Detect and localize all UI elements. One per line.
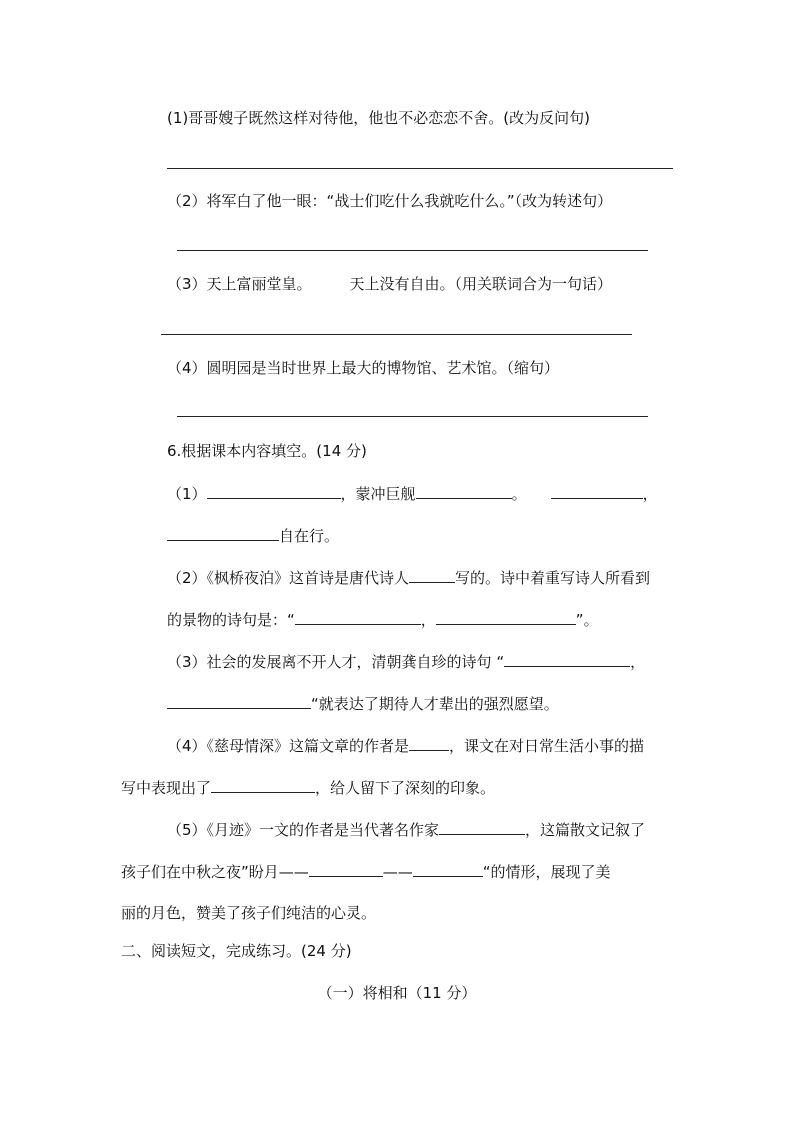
- q6-item-1-text-e: 自在行。: [279, 527, 340, 545]
- answer-line-3[interactable]: [161, 334, 632, 335]
- q5-item-3-part-a: （3）天上富丽堂皇。: [167, 275, 312, 293]
- q6-item-4-line-1: [167, 735, 644, 756]
- fill-blank-5a[interactable]: [439, 819, 525, 835]
- q6-item-1-text-b: ，蒙冲巨舰: [340, 485, 416, 503]
- q6-item-5-text-a: （5）《月迹》一文的作者是当代著名作家: [167, 821, 440, 839]
- q6-item-2-line-1: [167, 567, 650, 588]
- reading-passage-title: （一）将相和（11 分）: [317, 984, 477, 1002]
- fill-blank-2a[interactable]: [409, 567, 455, 583]
- q6-item-3-text-a: （3）社会的发展离不开人才，清朝龚自珍的诗句 “: [167, 653, 505, 671]
- q6-item-1-text-c: 。: [511, 485, 527, 503]
- q6-item-4-text-a: （4）《慈母情深》这篇文章的作者是: [167, 737, 410, 755]
- q6-item-3-text-b: ，: [630, 653, 646, 671]
- fill-blank-3a[interactable]: [504, 651, 630, 667]
- answer-line-1[interactable]: [167, 168, 673, 169]
- q6-item-4-line-2: [121, 777, 495, 798]
- q6-item-3-line-2: [167, 693, 559, 714]
- q6-item-1-text-d: ，: [642, 485, 658, 503]
- fill-blank-3b[interactable]: [167, 693, 311, 709]
- q5-item-3: [167, 274, 612, 294]
- fill-blank-2c[interactable]: [436, 609, 576, 625]
- q6-item-2-text-b: 写的。诗中着重写诗人所看到: [455, 569, 651, 587]
- q6-item-1-line-2: [167, 525, 339, 546]
- q6-item-2-line-2: [167, 609, 599, 630]
- q6-item-5-line-3: 丽的月色，赞美了孩子们纯洁的心灵。: [121, 904, 377, 922]
- section-2-title: 二、阅读短文，完成练习。(24 分): [121, 942, 352, 960]
- q6-item-2-text-e: ”。: [575, 611, 599, 629]
- q6-item-4-text-b: ，课文在对日常生活小事的描: [449, 737, 645, 755]
- q5-item-4: （4）圆明园是当时世界上最大的博物馆、艺术馆。（缩句）: [167, 359, 560, 377]
- fill-blank-1c[interactable]: [551, 483, 643, 499]
- q6-item-5-text-c: 孩子们在中秋之夜”盼月——: [121, 863, 309, 881]
- q6-item-2-text-c: 的景物的诗句是：“: [167, 611, 295, 629]
- q6-item-2-text-d: ，: [420, 611, 436, 629]
- q6-item-3-line-1: [167, 651, 645, 672]
- q6-item-1-line-1: [167, 483, 658, 504]
- answer-line-4[interactable]: [177, 416, 648, 417]
- fill-blank-2b[interactable]: [295, 609, 421, 625]
- q6-item-5-text-b: ，这篇散文记叙了: [525, 821, 646, 839]
- q6-item-5-text-d: ——: [382, 863, 413, 881]
- q6-item-5-line-1: [167, 819, 645, 840]
- fill-blank-4a[interactable]: [409, 735, 449, 751]
- q6-item-5-text-e: “的情形，展现了美: [482, 863, 611, 881]
- q6-title: 6.根据课本内容填空。(14 分): [167, 442, 367, 460]
- fill-blank-5b[interactable]: [309, 861, 383, 877]
- fill-blank-1d[interactable]: [167, 525, 279, 541]
- q6-item-1-label: （1）: [167, 485, 207, 503]
- fill-blank-5c[interactable]: [413, 861, 483, 877]
- q5-item-1: (1)哥哥嫂子既然这样对待他，他也不必恋恋不舍。(改为反问句): [167, 109, 590, 127]
- q6-item-2-text-a: （2）《枫桥夜泊》这首诗是唐代诗人: [167, 569, 410, 587]
- fill-blank-1a[interactable]: [207, 483, 341, 499]
- q6-item-4-text-c: 写中表现出了: [121, 779, 212, 797]
- q5-item-2: （2）将军白了他一眼：“战士们吃什么我就吃什么。”（改为转述句）: [167, 192, 613, 210]
- fill-blank-4b[interactable]: [211, 777, 315, 793]
- q5-item-3-part-b: 天上没有自由。（用关联词合为一句话）: [349, 275, 613, 293]
- q6-item-3-text-c: “就表达了期待人才辈出的强烈愿望。: [311, 695, 559, 713]
- fill-blank-1b[interactable]: [416, 483, 512, 499]
- q6-item-5-line-2: [121, 861, 611, 882]
- q6-item-4-text-d: ，给人留下了深刻的印象。: [315, 779, 496, 797]
- answer-line-2[interactable]: [177, 250, 648, 251]
